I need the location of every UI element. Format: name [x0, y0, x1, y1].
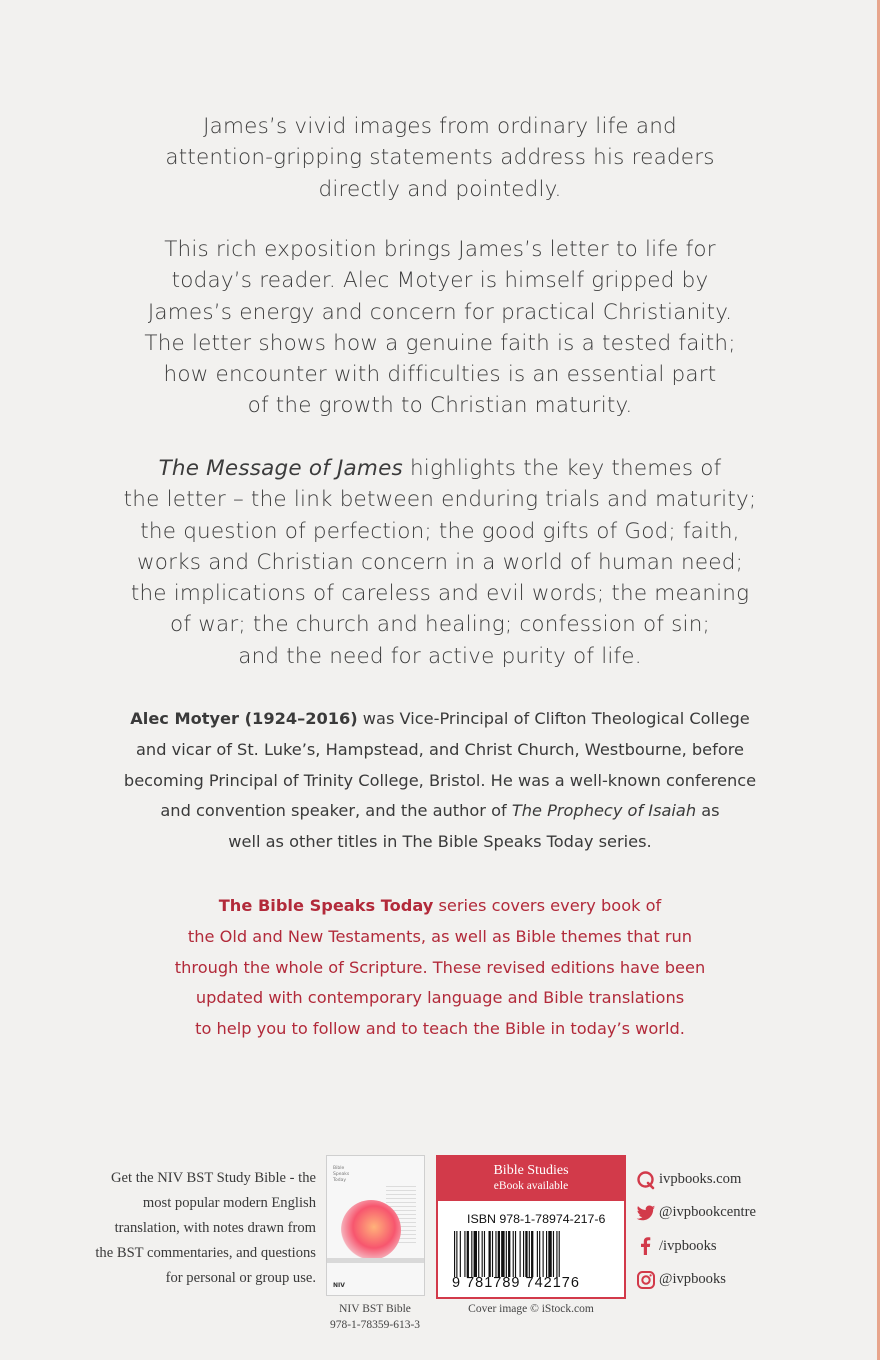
- niv-bst-bible-cover: [326, 1155, 425, 1296]
- book-title-italic: The Message of James: [158, 456, 403, 481]
- barcode-icon: [454, 1231, 610, 1279]
- facebook-icon: [636, 1236, 656, 1256]
- cover-band: [327, 1258, 425, 1263]
- author-bio: Alec Motyer (1924–2016) was Vice-Principal of Clifton Theological College and vicar of St. Luke’s, Hampstead, and Christ Church, Westbourne, before becoming Principal of Trinity College, Bristol. He was a well-known conference and convention speaker, and the author of The Prophecy of Isaiah as well as other titles in The Bible Speaks Today series.: [123, 709, 757, 852]
- isbn-text: ISBN 978-1-78974-217-6: [467, 1212, 606, 1226]
- twitter-icon: [636, 1203, 656, 1223]
- book-caption-title: NIV BST Bible: [339, 1303, 411, 1315]
- category-label: Bible Studies: [493, 1163, 569, 1178]
- social-facebook[interactable]: /ivpbooks: [636, 1230, 756, 1263]
- social-instagram[interactable]: @ivpbooks: [636, 1263, 756, 1296]
- cover-image-credit: Cover image © iStock.com: [468, 1303, 594, 1315]
- cover-gradient-circle: [341, 1200, 401, 1260]
- ebook-label: eBook available: [493, 1180, 569, 1192]
- themes-paragraph: The Message of James highlights the key themes of the letter – the link between enduring trials and maturity; the question of perfection; the good gifts of God; faith, works and Christian concern in a world of human need; the implications of careless and evil words; the meaning of war; the church and healing; confession of sin; and the need for active purity of life.: [123, 456, 757, 669]
- isaiah-title: The Prophecy of Isaiah: [511, 801, 697, 821]
- description-paragraph-2: This rich exposition brings James’s letter to life for today’s reader. Alec Motyer is himself gripped by James’s energy and concern for practical Christianity. The letter shows how a genuine faith is a tested faith; how encounter with difficulties is an essential part of the growth to Christian maturity.: [144, 237, 736, 419]
- ivp-q-icon: [636, 1170, 656, 1190]
- barcode-panel: [436, 1155, 626, 1299]
- instagram-icon: [636, 1270, 656, 1290]
- barcode-header: [438, 1157, 624, 1201]
- series-description: The Bible Speaks Today series covers every book of the Old and New Testaments, as well as Bible themes that run through the whole of Scripture. These revised editions have been updated with contemporary language and Bible translations to help you to follow and to teach the Bible in today’s world.: [174, 896, 706, 1039]
- study-bible-promo: Get the NIV BST Study Bible - the most popular modern English translation, with notes drawn from the BST commentaries, and questions for personal or group use.: [95, 1170, 316, 1286]
- author-name: Alec Motyer (1924–2016): [130, 709, 358, 728]
- cover-title: Bible Speaks Today: [333, 1166, 350, 1183]
- niv-logo: NIV: [333, 1282, 345, 1289]
- social-links: [636, 1163, 756, 1296]
- social-website[interactable]: ivpbooks.com: [636, 1163, 756, 1196]
- social-twitter[interactable]: @ivpbookcentre: [636, 1196, 756, 1229]
- barcode-digits: 9 781789 742176: [452, 1275, 580, 1291]
- book-caption-isbn: 978-1-78359-613-3: [329, 1319, 421, 1331]
- description-paragraph-1: James’s vivid images from ordinary life and attention-gripping statements address his readers directly and pointedly.: [165, 114, 715, 202]
- series-name: The Bible Speaks Today: [218, 896, 434, 915]
